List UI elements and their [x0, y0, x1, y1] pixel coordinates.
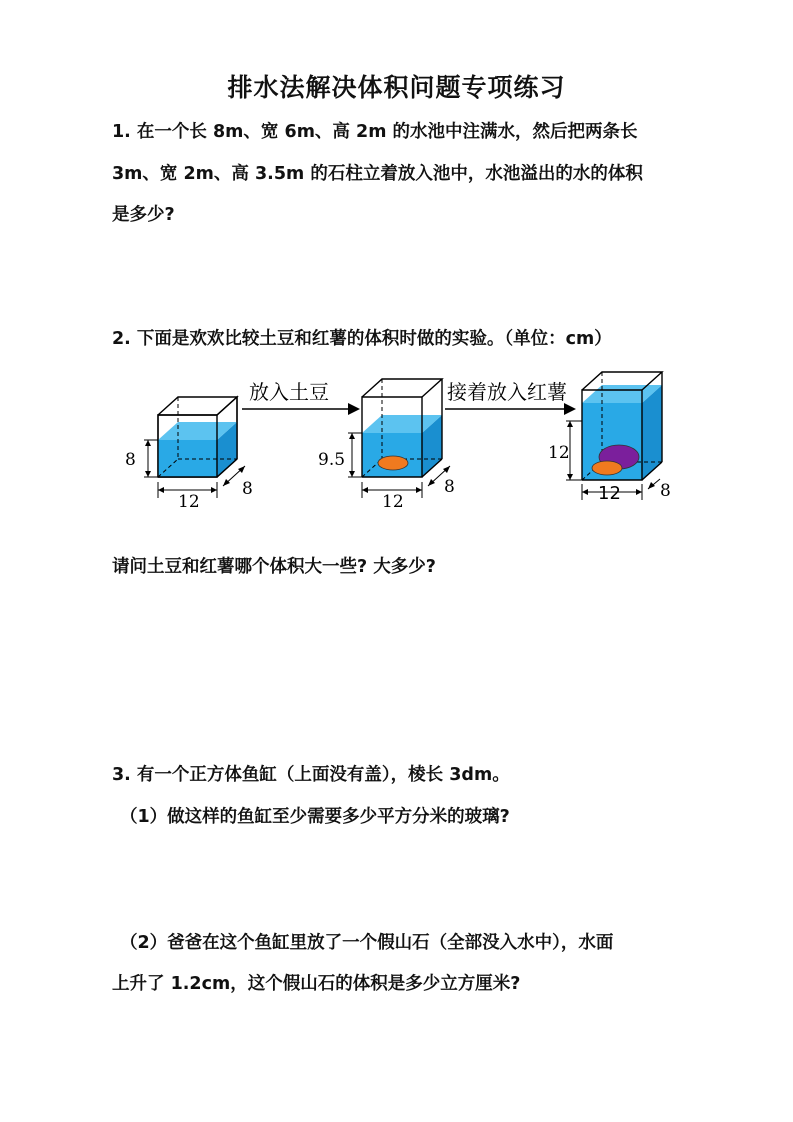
tank-3-width-label: 8 — [660, 481, 671, 501]
arrow-1-label: 放入土豆 — [249, 380, 329, 404]
arrow-1 — [242, 380, 360, 415]
question-1-line-3: 是多少? — [112, 205, 175, 225]
question-2-text: 2. 下面是欢欢比较土豆和红薯的体积时做的实验。（单位：cm） — [112, 329, 612, 349]
tank-2-width-label: 8 — [444, 477, 455, 497]
question-2-ask: 请问土豆和红薯哪个体积大一些? 大多少? — [112, 557, 436, 577]
tank-1 — [125, 397, 253, 512]
question-1-line-2: 3m、宽 2m、高 3.5m 的石柱立着放入池中，水池溢出的水的体积 — [112, 164, 643, 184]
tank-3-height-label: 12 — [548, 443, 570, 463]
water-displacement-figure — [120, 362, 680, 517]
potato — [592, 461, 622, 475]
potato — [378, 456, 408, 470]
question-3-part-2-line-1: （2）爸爸在这个鱼缸里放了一个假山石（全部没入水中），水面 — [120, 933, 614, 953]
tank-1-height-label: 8 — [125, 450, 136, 470]
arrow-2 — [445, 380, 576, 415]
question-3-part-1: （1）做这样的鱼缸至少需要多少平方分米的玻璃? — [120, 807, 510, 827]
tank-1-length-label: 12 — [178, 492, 200, 512]
arrow-2-label: 接着放入红薯 — [447, 380, 567, 404]
question-1-line-1: 1. 在一个长 8m、宽 6m、高 2m 的水池中注满水，然后把两条长 — [112, 122, 638, 142]
tank-3-length-label: 12 — [598, 483, 621, 504]
tank-2-water — [362, 433, 422, 477]
question-3-text: 3. 有一个正方体鱼缸（上面没有盖），棱长 3dm。 — [112, 765, 510, 785]
tank-2 — [318, 379, 455, 512]
tank-2-height-label: 9.5 — [318, 450, 346, 470]
tank-2-length-label: 12 — [382, 492, 404, 512]
question-3-part-2-line-2: 上升了 1.2cm，这个假山石的体积是多少立方厘米? — [112, 974, 521, 994]
tank-1-width-label: 8 — [242, 479, 253, 499]
page-title: 排水法解决体积问题专项练习 — [227, 73, 566, 102]
